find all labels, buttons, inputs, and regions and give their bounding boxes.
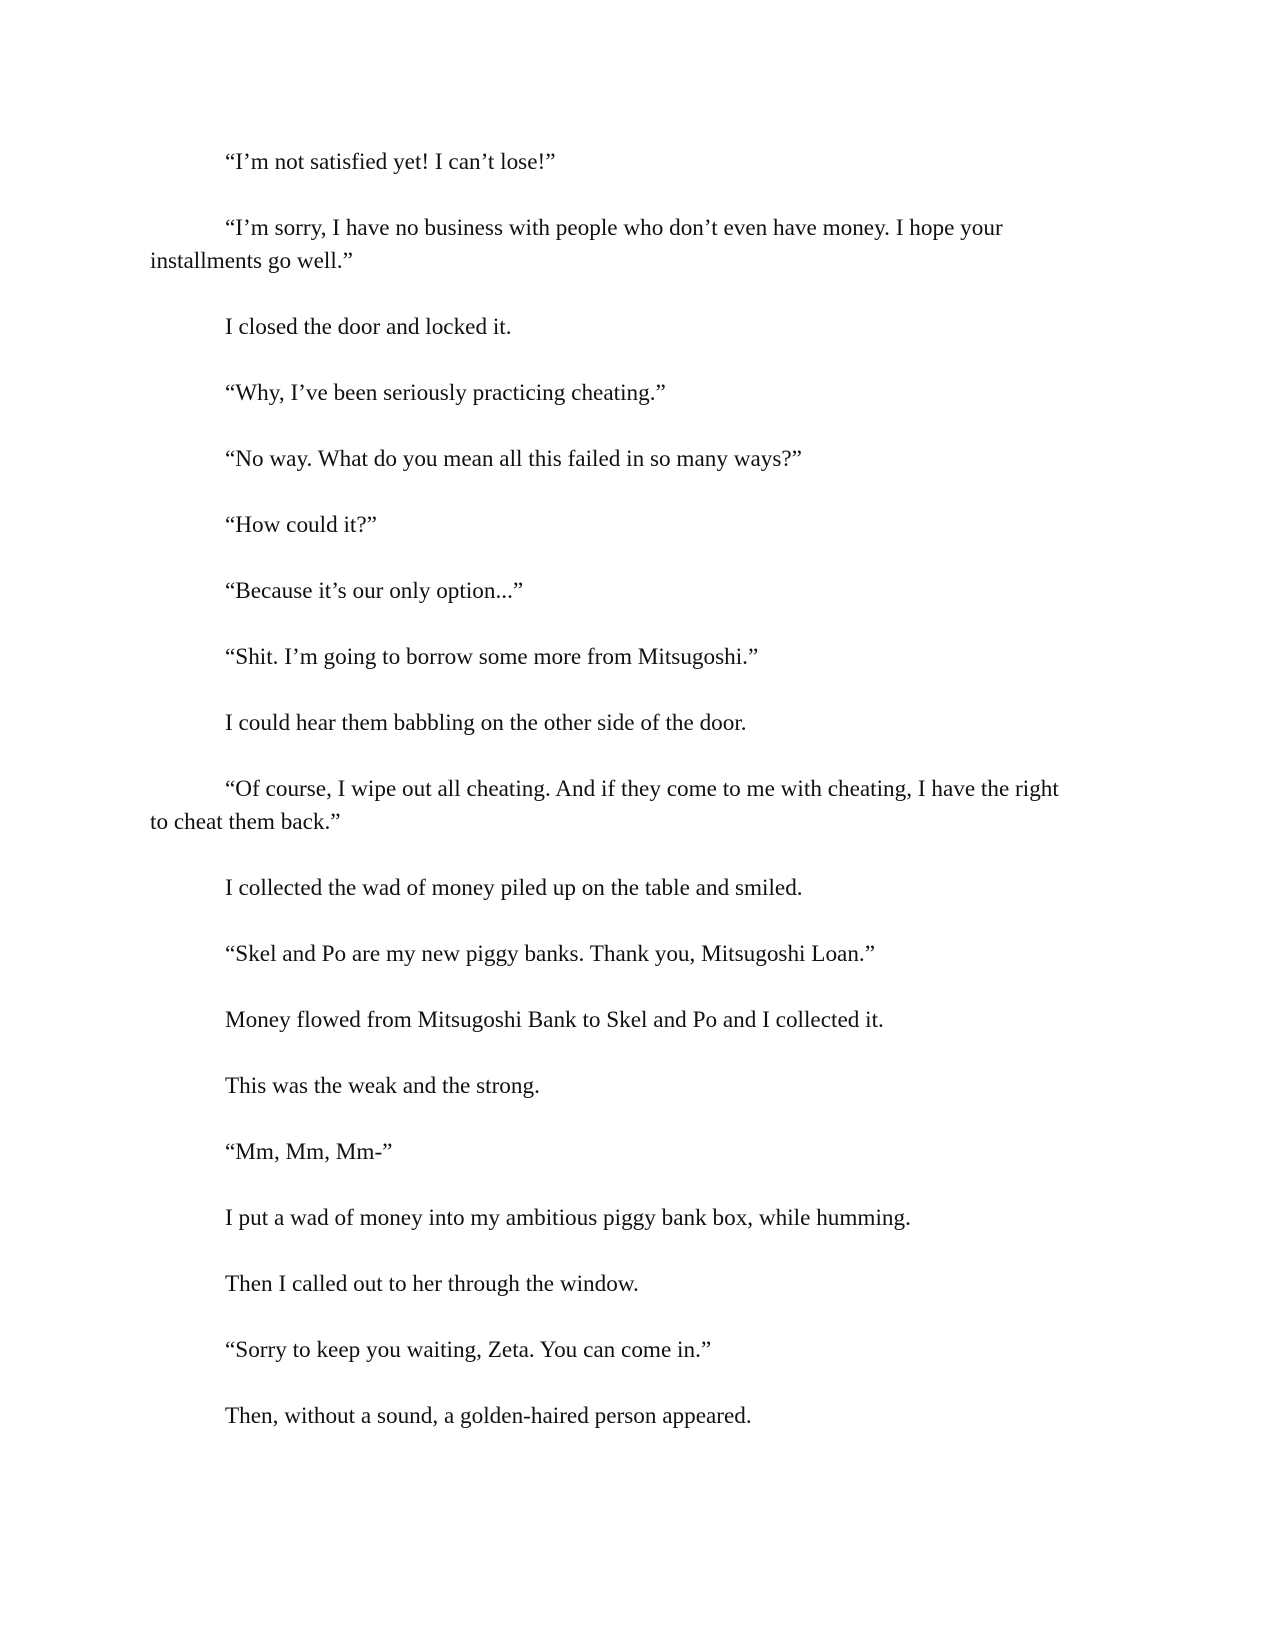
paragraph: I closed the door and locked it.	[225, 314, 512, 340]
paragraph: Then I called out to her through the window.	[225, 1271, 639, 1297]
document-body	[150, 146, 1080, 1466]
paragraph: I put a wad of money into my ambitious piggy bank box, while humming.	[225, 1205, 911, 1231]
paragraph: “How could it?”	[225, 512, 377, 538]
paragraph: “No way. What do you mean all this failed in so many ways?”	[225, 446, 802, 472]
paragraph: “Mm, Mm, Mm-”	[225, 1139, 393, 1165]
paragraph: “Why, I’ve been seriously practicing cheating.”	[225, 380, 666, 406]
paragraph: I could hear them babbling on the other side of the door.	[225, 710, 747, 736]
paragraph: This was the weak and the strong.	[225, 1073, 540, 1099]
paragraph: “Skel and Po are my new piggy banks. Thank you, Mitsugoshi Loan.”	[225, 941, 876, 967]
paragraph: “I’m not satisfied yet! I can’t lose!”	[225, 149, 556, 175]
paragraph: I collected the wad of money piled up on the table and smiled.	[225, 875, 803, 901]
paragraph: “Shit. I’m going to borrow some more from Mitsugoshi.”	[225, 644, 759, 670]
paragraph: “Sorry to keep you waiting, Zeta. You can come in.”	[225, 1337, 712, 1363]
paragraph: “I’m sorry, I have no business with people who don’t even have money. I hope your installments go well.”	[150, 215, 1003, 274]
paragraph: Money flowed from Mitsugoshi Bank to Skel and Po and I collected it.	[225, 1007, 884, 1033]
paragraph: “Of course, I wipe out all cheating. And if they come to me with cheating, I have the right to cheat them back.”	[150, 776, 1059, 835]
paragraph: Then, without a sound, a golden-haired person appeared.	[225, 1403, 752, 1429]
paragraph: “Because it’s our only option...”	[225, 578, 524, 604]
